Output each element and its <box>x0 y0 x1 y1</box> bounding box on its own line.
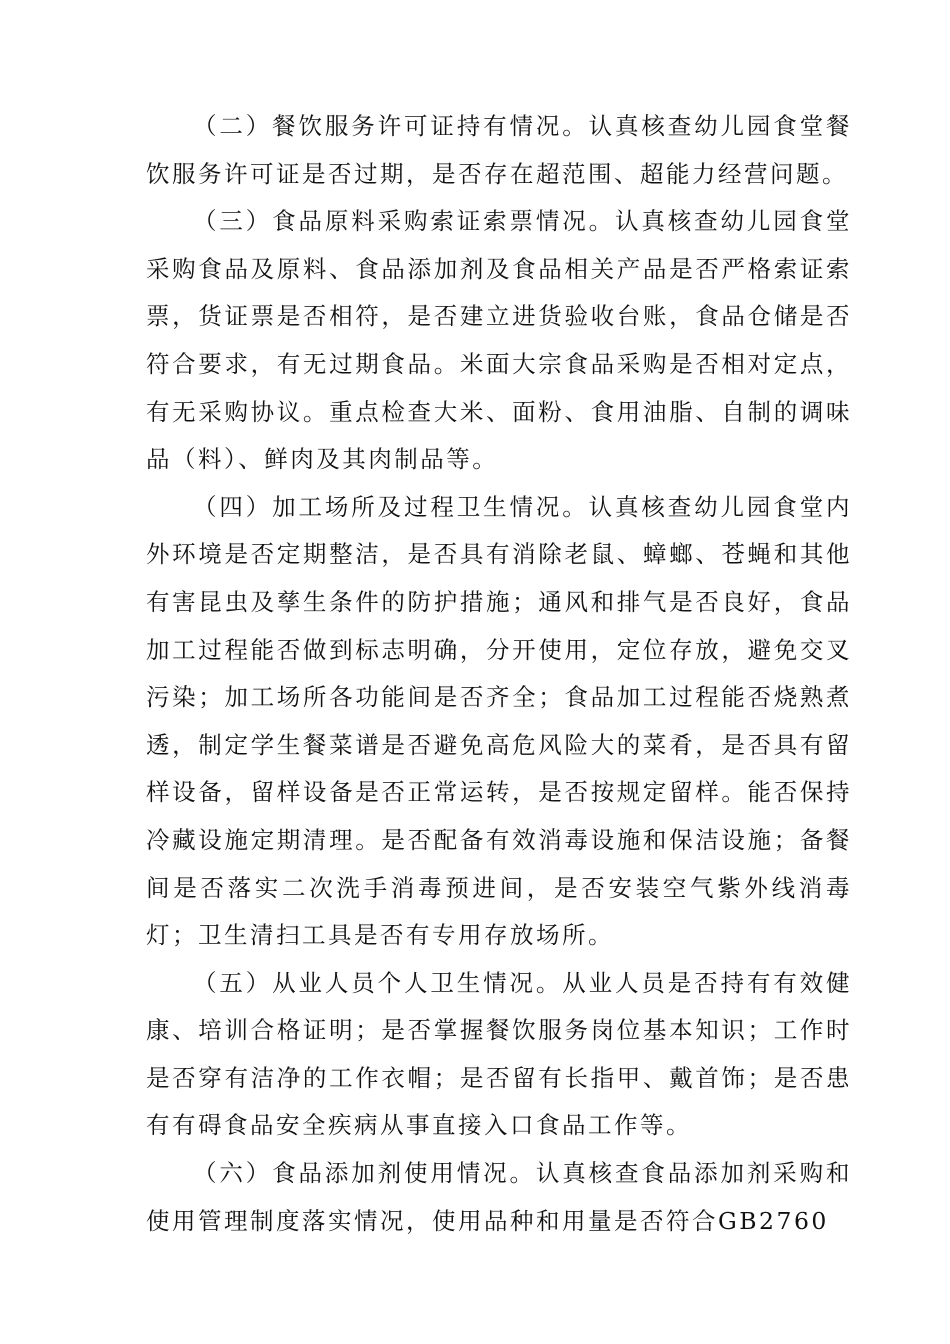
paragraph-processing-hygiene: （四）加工场所及过程卫生情况。认真核查幼儿园食堂内外环境是否定期整洁，是否具有消除老鼠、蟑螂、苍蝇和其他有害昆虫及孳生条件的防护措施；通风和排气是否良好，食品加工过程能否做到标志明确，分开使用，定位存放，避免交叉污染；加工场所各功能间是否齐全；食品加工过程能否烧熟煮透，制定学生餐菜谱是否避免高危风险大的菜肴，是否具有留样设备，留样设备是否正常运转，是否按规定留样。能否保持冷藏设施定期清理。是否配备有效消毒设施和保洁设施；备餐间是否落实二次洗手消毒预进间，是否安装空气紫外线消毒灯；卫生清扫工具是否有专用存放场所。 <box>146 492 852 950</box>
paragraph-staff-hygiene: （五）从业人员个人卫生情况。从业人员是否持有有效健康、培训合格证明；是否掌握餐饮服务岗位基本知识；工作时是否穿有洁净的工作衣帽；是否留有长指甲、戴首饰；是否患有有碍食品安全疾病从事直接入口食品工作等。 <box>146 968 852 1140</box>
paragraph-food-additives: （六）食品添加剂使用情况。认真核查食品添加剂采购和使用管理制度落实情况，使用品种和用量是否符合GB2760 <box>146 1159 852 1235</box>
paragraph-business-license: （二）餐饮服务许可证持有情况。认真核查幼儿园食堂餐饮服务许可证是否过期，是否存在超范围、超能力经营问题。 <box>146 112 852 188</box>
paragraph-raw-material-procurement: （三）食品原料采购索证索票情况。认真核查幼儿园食堂采购食品及原料、食品添加剂及食品相关产品是否严格索证索票，货证票是否相符，是否建立进货验收台账，食品仓储是否符合要求，有无过期食品。米面大宗食品采购是否相对定点，有无采购协议。重点检查大米、面粉、食用油脂、自制的调味品（料）、鲜肉及其肉制品等。 <box>146 207 852 474</box>
document-body <box>146 103 852 1245</box>
